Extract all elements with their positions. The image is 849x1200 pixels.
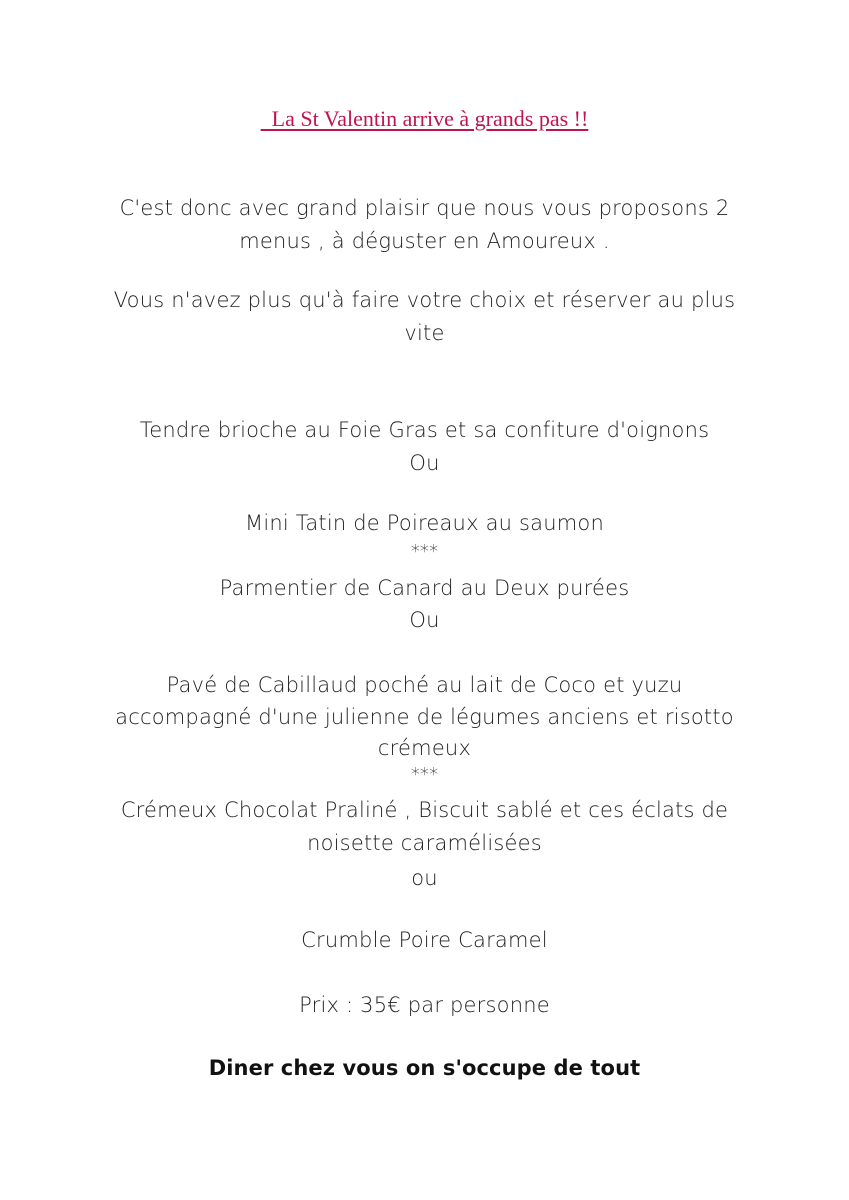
starter-option-2: Mini Tatin de Poireaux au saumon [245, 511, 604, 535]
course-separator-1: *** [410, 541, 439, 562]
main-option-2-line-2: accompagné d'une julienne de légumes anciens et risotto [115, 705, 734, 729]
or-label-1: Ou [409, 451, 440, 475]
or-label-2: Ou [409, 608, 440, 632]
main-option-2-line-3: crémeux [377, 736, 472, 760]
price-line: Prix : 35€ par personne [299, 993, 550, 1017]
closing-line: Diner chez vous on s'occupe de tout [208, 1056, 641, 1080]
main-option-1: Parmentier de Canard au Deux purées [219, 576, 630, 600]
or-label-3: ou [411, 866, 438, 890]
intro-line-4: vite [404, 321, 445, 345]
dessert-option-2: Crumble Poire Caramel [301, 928, 548, 952]
intro-line-3: Vous n'avez plus qu'à faire votre choix et réserver au plus [113, 288, 736, 312]
intro-line-2: menus , à déguster en Amoureux . [239, 229, 610, 253]
starter-option-1: Tendre brioche au Foie Gras et sa confiture d'oignons [139, 418, 710, 442]
intro-line-1: C'est donc avec grand plaisir que nous vous proposons 2 [119, 196, 730, 220]
dessert-option-1-line-1: Crémeux Chocolat Praliné , Biscuit sablé et ces éclats de [120, 798, 729, 822]
dessert-option-1-line-2: noisette caramélisées [307, 831, 542, 855]
page-title: La St Valentin arrive à grands pas !! [260, 106, 589, 131]
main-option-2-line-1: Pavé de Cabillaud poché au lait de Coco et yuzu [166, 673, 683, 697]
course-separator-2: *** [410, 764, 439, 785]
